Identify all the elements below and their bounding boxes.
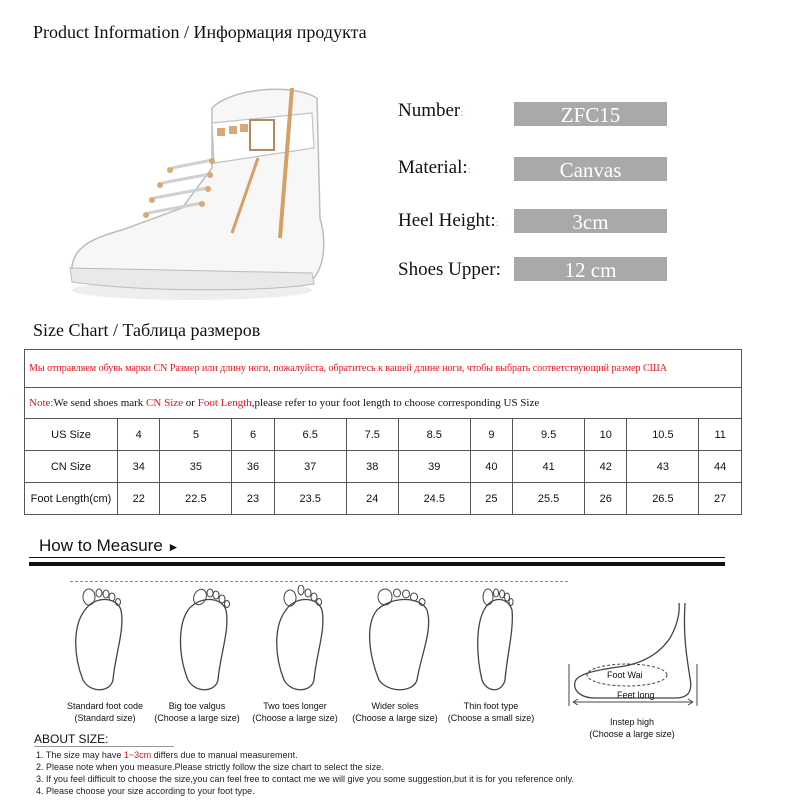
table-cell: 26.5 xyxy=(627,483,699,515)
foot-wai-label: Foot Wai xyxy=(607,670,643,680)
table-cell: 11 xyxy=(699,419,742,451)
foot-type-wider-soles: Wider soles (Choose a large size) xyxy=(352,701,438,723)
note-russian: Мы отправляем обувь марки CN Размер или длину ноги, пожалуйста, обратитесь к вашей длине ноги, чтобы выбрать соответствующий размер США xyxy=(25,350,742,388)
table-cell: 25.5 xyxy=(513,483,585,515)
divider xyxy=(34,746,174,747)
size-table xyxy=(24,349,742,515)
dashed-guide xyxy=(70,581,568,582)
table-cell: 38 xyxy=(346,451,398,483)
table-row-foot-length xyxy=(25,483,742,515)
table-cell: 7.5 xyxy=(346,419,398,451)
table-cell: 44 xyxy=(699,451,742,483)
foot-type-big-toe-valgus: Big toe valgus (Choose a large size) xyxy=(154,701,240,723)
table-cell: 23.5 xyxy=(274,483,346,515)
big-toe-valgus-foot-icon xyxy=(160,585,250,695)
divider xyxy=(29,557,725,558)
table-cell: 35 xyxy=(160,451,232,483)
table-row xyxy=(25,350,742,388)
row-label: Foot Length(cm) xyxy=(25,483,118,515)
how-to-measure-heading: How to Measure ► xyxy=(39,536,180,555)
about-size-heading: ABOUT SIZE: xyxy=(34,732,109,746)
wider-soles-foot-icon xyxy=(355,585,445,695)
spec-value-number: ZFC15 xyxy=(514,102,667,126)
table-cell: 6.5 xyxy=(274,419,346,451)
table-cell: 39 xyxy=(398,451,470,483)
table-cell: 34 xyxy=(118,451,160,483)
table-row-cn-size xyxy=(25,451,742,483)
about-note-3: 3. If you feel difficult to choose the size,you can feel free to contact me we will give you some suggestion,but it is for you reference only. xyxy=(36,774,574,784)
foot-type-standard: Standard foot code (Standard size) xyxy=(66,701,144,723)
spec-label-material: Material:: xyxy=(398,157,471,178)
foot-type-two-toes-longer: Two toes longer (Choose a large size) xyxy=(252,701,338,723)
table-cell: 9 xyxy=(470,419,512,451)
row-label: US Size xyxy=(25,419,118,451)
spec-value-material: Canvas xyxy=(514,157,667,181)
spec-label-heel-height: Heel Height:: xyxy=(398,210,499,231)
product-info-heading: Product Information / Информация продукта xyxy=(33,22,367,42)
divider-thick xyxy=(29,562,725,566)
note-english: Note:We send shoes mark CN Size or Foot Length,please refer to your foot length to choose corresponding US Size xyxy=(25,388,742,419)
arrow-right-icon: ► xyxy=(167,540,180,554)
foot-type-thin: Thin foot type (Choose a small size) xyxy=(447,701,535,723)
spec-value-shoes-upper: 12 cm xyxy=(514,257,667,281)
about-note-4: 4. Please choose your size according to your foot type. xyxy=(36,786,255,796)
table-cell: 36 xyxy=(232,451,274,483)
about-note-2: 2. Please note when you measure.Please strictly follow the size chart to select the size. xyxy=(36,762,384,772)
table-cell: 25 xyxy=(470,483,512,515)
foot-type-instep: Instep high (Choose a large size) xyxy=(589,717,675,739)
table-cell: 22.5 xyxy=(160,483,232,515)
table-cell: 41 xyxy=(513,451,585,483)
about-note-1: 1. The size may have 1~3cm differs due to manual measurement. xyxy=(36,750,298,760)
table-cell: 40 xyxy=(470,451,512,483)
table-row xyxy=(25,388,742,419)
feet-long-label: Feet long xyxy=(617,690,655,700)
two-toes-longer-foot-icon xyxy=(256,585,346,695)
table-cell: 8.5 xyxy=(398,419,470,451)
table-cell: 10.5 xyxy=(627,419,699,451)
table-cell: 9.5 xyxy=(513,419,585,451)
spec-label-number: Number: xyxy=(398,100,464,121)
table-cell: 24 xyxy=(346,483,398,515)
thin-foot-icon xyxy=(450,585,540,695)
table-cell: 27 xyxy=(699,483,742,515)
table-cell: 22 xyxy=(118,483,160,515)
spec-value-heel-height: 3cm xyxy=(514,209,667,233)
table-cell: 5 xyxy=(160,419,232,451)
table-cell: 26 xyxy=(585,483,627,515)
table-cell: 23 xyxy=(232,483,274,515)
table-cell: 42 xyxy=(585,451,627,483)
table-cell: 24.5 xyxy=(398,483,470,515)
spec-label-shoes-upper: Shoes Upper: xyxy=(398,259,501,280)
table-cell: 6 xyxy=(232,419,274,451)
table-cell: 43 xyxy=(627,451,699,483)
standard-foot-icon xyxy=(55,585,145,695)
table-cell: 37 xyxy=(274,451,346,483)
table-row-us-size xyxy=(25,419,742,451)
row-label: CN Size xyxy=(25,451,118,483)
table-cell: 10 xyxy=(585,419,627,451)
table-cell: 4 xyxy=(118,419,160,451)
shoe-image xyxy=(62,68,342,308)
size-chart-heading: Size Chart / Таблица размеров xyxy=(33,320,261,340)
